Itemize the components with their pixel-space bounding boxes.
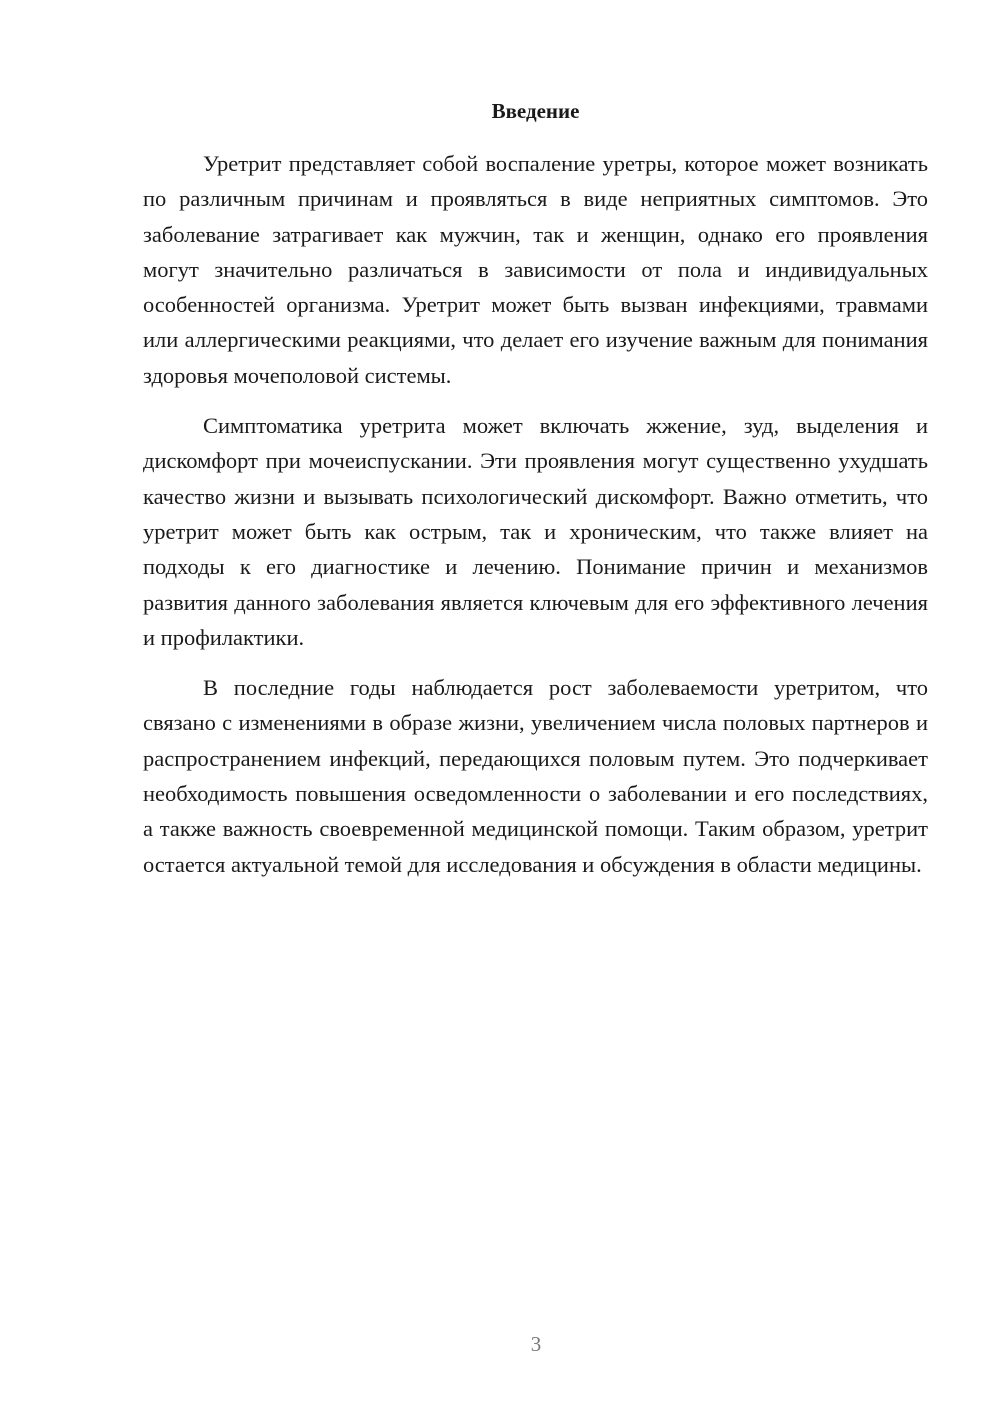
page-content xyxy=(143,96,928,897)
paragraph-2: Симптоматика уретрита может включать жжение, зуд, выделения и дискомфорт при мочеиспускании. Эти проявления могут существенно ухудшать качество жизни и вызывать психологический дискомфорт. Важно отметить, что уретрит может быть как острым, так и хроническим, что также влияет на подходы к его диагностике и лечению. Понимание причин и механизмов развития данного заболевания является ключевым для его эффективного лечения и профилактики. xyxy=(143,413,928,650)
section-title: Введение xyxy=(491,99,580,123)
page-number: 3 xyxy=(530,1332,542,1356)
paragraph-1: Уретрит представляет собой воспаление уретры, которое может возникать по различным причинам и проявляться в виде неприятных симптомов. Это заболевание затрагивает как мужчин, так и женщин, однако его проявления могут значительно различаться в зависимости от пола и индивидуальных особенностей организма. Уретрит может быть вызван инфекциями, травмами или аллергическими реакциями, что делает его изучение важным для понимания здоровья мочеполовой системы. xyxy=(143,151,928,388)
paragraph-3: В последние годы наблюдается рост заболеваемости уретритом, что связано с изменениями в образе жизни, увеличением числа половых партнеров и распространением инфекций, передающихся половым путем. Это подчеркивает необходимость повышения осведомленности о заболевании и его последствиях, а также важность своевременной медицинской помощи. Таким образом, уретрит остается актуальной темой для исследования и обсуждения в области медицины. xyxy=(143,675,928,877)
